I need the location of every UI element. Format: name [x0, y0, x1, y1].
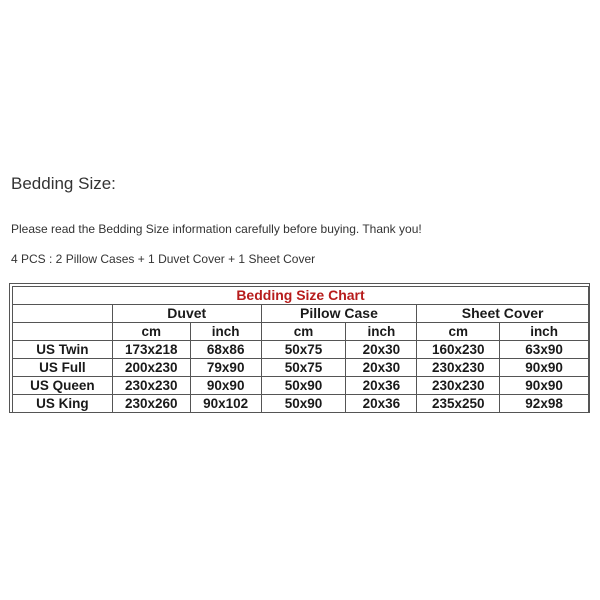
table-cell: 230x260 [112, 395, 190, 413]
table-cell: 200x230 [112, 359, 190, 377]
table-cell: 92x98 [500, 395, 589, 413]
chart-unit-row [13, 323, 589, 341]
table-cell: 20x36 [346, 377, 417, 395]
chart-group-row [13, 305, 589, 323]
table-cell: 63x90 [500, 341, 589, 359]
table-cell: 90x90 [500, 377, 589, 395]
chart-title-row [13, 287, 589, 305]
table-cell: 50x75 [261, 359, 346, 377]
unit-cell: inch [346, 323, 417, 341]
table-row [13, 341, 589, 359]
table-cell: 20x36 [346, 395, 417, 413]
buying-note: Please read the Bedding Size information carefully before buying. Thank you! [11, 222, 422, 236]
empty-unit-cell [13, 323, 113, 341]
size-label: US Twin [13, 341, 113, 359]
table-cell: 230x230 [417, 377, 500, 395]
table-cell: 90x102 [190, 395, 261, 413]
page-heading: Bedding Size: [11, 174, 116, 193]
group-sheet-cover: Sheet Cover [417, 305, 589, 323]
group-duvet: Duvet [112, 305, 261, 323]
group-pillow-case: Pillow Case [261, 305, 417, 323]
unit-cell: inch [500, 323, 589, 341]
package-contents: 4 PCS : 2 Pillow Cases + 1 Duvet Cover + 1 Sheet Cover [11, 252, 316, 266]
table-cell: 230x230 [417, 359, 500, 377]
table-cell: 235x250 [417, 395, 500, 413]
table-cell: 90x90 [500, 359, 589, 377]
size-label: US Full [13, 359, 113, 377]
size-label: US King [13, 395, 113, 413]
table-cell: 20x30 [346, 359, 417, 377]
table-cell: 230x230 [112, 377, 190, 395]
table-row [13, 377, 589, 395]
chart-title: Bedding Size Chart [13, 287, 589, 305]
empty-corner-cell [13, 305, 113, 323]
table-cell: 90x90 [190, 377, 261, 395]
unit-cell: cm [261, 323, 346, 341]
bedding-size-chart [12, 286, 589, 413]
table-cell: 160x230 [417, 341, 500, 359]
unit-cell: inch [190, 323, 261, 341]
table-cell: 50x90 [261, 377, 346, 395]
table-cell: 50x75 [261, 341, 346, 359]
table-cell: 68x86 [190, 341, 261, 359]
size-label: US Queen [13, 377, 113, 395]
table-cell: 50x90 [261, 395, 346, 413]
table-row [13, 395, 589, 413]
table-cell: 20x30 [346, 341, 417, 359]
unit-cell: cm [112, 323, 190, 341]
unit-cell: cm [417, 323, 500, 341]
table-row [13, 359, 589, 377]
table-cell: 79x90 [190, 359, 261, 377]
table-cell: 173x218 [112, 341, 190, 359]
